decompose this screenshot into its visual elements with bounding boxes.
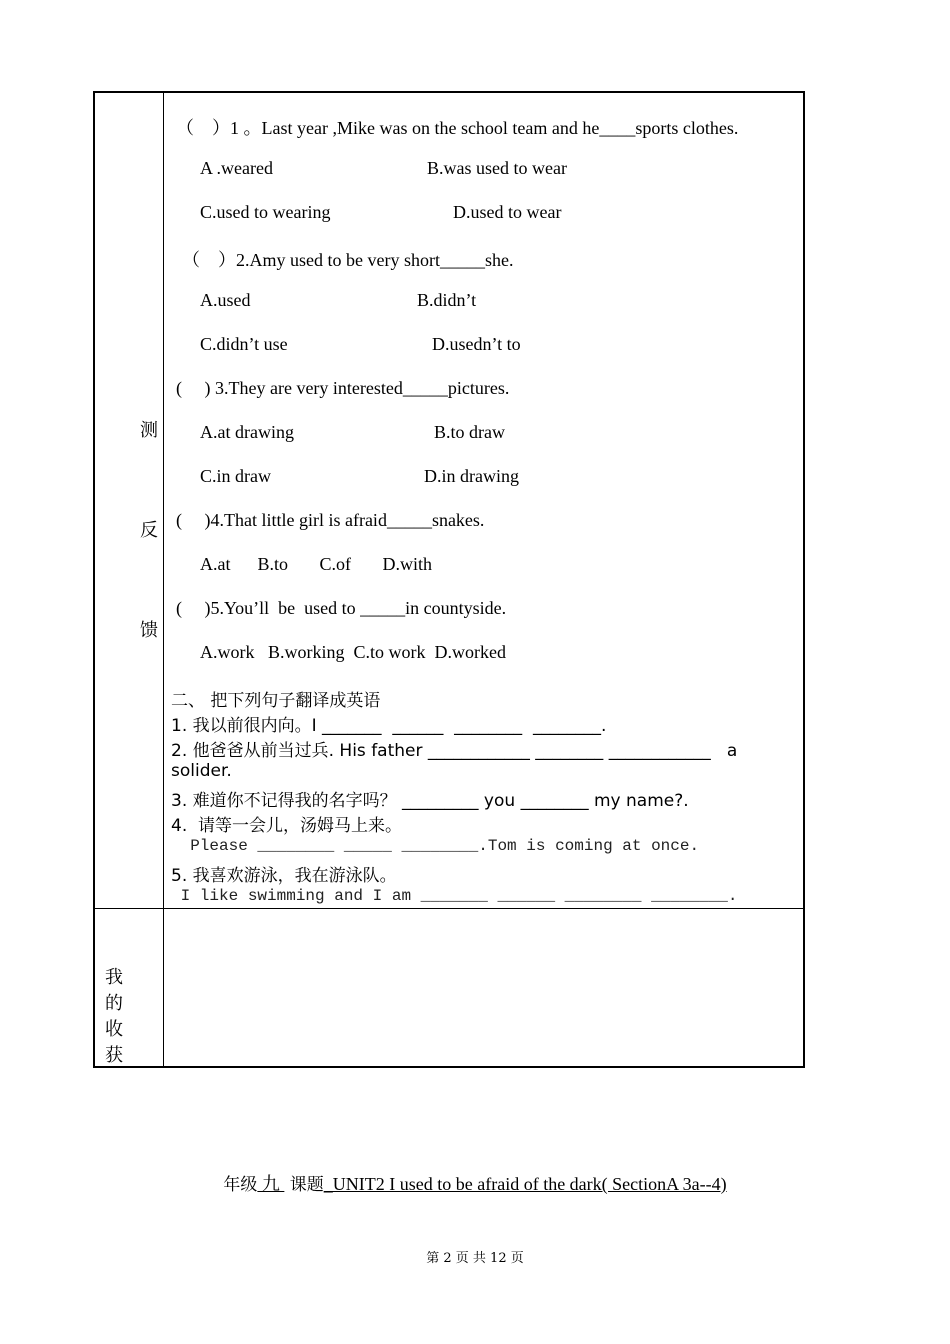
grade-value: 九	[257, 1174, 285, 1194]
harvest-label-line: 收 获	[105, 1019, 129, 1066]
option-2c: C.didn’t use	[200, 334, 288, 354]
lesson-title	[0, 1170, 950, 1196]
option-2d: D.usedn’t to	[432, 334, 521, 354]
side-label-char: 测	[140, 420, 158, 441]
question-1: （ ）1 。Last year ,Mike was on the school team and he____sports clothes.	[176, 118, 739, 138]
option-3c: C.in draw	[200, 466, 271, 486]
side-label-char: 反	[140, 520, 158, 541]
grade-label: 年级	[223, 1175, 258, 1195]
option-3d: D.in drawing	[424, 466, 519, 486]
worksheet-table	[93, 91, 805, 1068]
translate-sentence-2: 2. 他爸爸从前当过兵. His father ____________ ________ ____________ a	[171, 741, 738, 761]
harvest-label	[105, 965, 161, 1069]
options-4: A.at B.to C.of D.with	[200, 554, 432, 574]
option-1a: A .weared	[200, 158, 273, 178]
topic-value: _UNIT2 I used to be afraid of the dark( SectionA 3a--4)	[323, 1174, 727, 1194]
question-4: ( )4.That little girl is afraid_____snakes.	[176, 510, 485, 530]
page-footer: 第 2 页 共 12 页	[426, 1251, 524, 1266]
option-2a: A.used	[200, 290, 251, 310]
translate-sentence-5: 5. 我喜欢游泳，我在游泳队。	[171, 866, 397, 886]
question-3: ( ) 3.They are very interested_____pictures.	[176, 378, 510, 398]
translate-sentence-3: 3. 难道你不记得我的名字吗？ _________ you ________ my name?.	[171, 791, 689, 811]
option-1d: D.used to wear	[453, 202, 562, 222]
option-3a: A.at drawing	[200, 422, 294, 442]
translate-sentence-4-answer: Please ________ _____ ________.Tom is coming at once.	[171, 837, 700, 855]
option-1c: C.used to wearing	[200, 202, 331, 222]
translate-sentence-1: 1. 我以前很内向。I _______ ______ ________ ________.	[171, 716, 607, 736]
option-1b: B.was used to wear	[427, 158, 567, 178]
translate-sentence-2-cont: solider.	[171, 761, 232, 781]
option-2b: B.didn’t	[417, 290, 477, 310]
question-2: （ ）2.Amy used to be very short_____she.	[182, 250, 514, 270]
side-label-char: 馈	[140, 620, 158, 641]
harvest-label-line: 我 的	[105, 967, 129, 1014]
translate-sentence-5-answer: I like swimming and I am _______ ______ ________ ________.	[171, 887, 738, 905]
option-3b: B.to draw	[434, 422, 505, 442]
translate-heading: 二、 把下列句子翻译成英语	[171, 691, 381, 711]
options-5: A.work B.working C.to work D.worked	[200, 642, 506, 662]
translate-sentence-4: 4. 请等一会儿，汤姆马上来。	[171, 816, 403, 836]
question-5: ( )5.You’ll be used to _____in countyside.	[176, 598, 507, 618]
column-divider	[163, 93, 164, 1066]
row-divider	[95, 908, 803, 909]
topic-label: 课题	[284, 1175, 324, 1195]
